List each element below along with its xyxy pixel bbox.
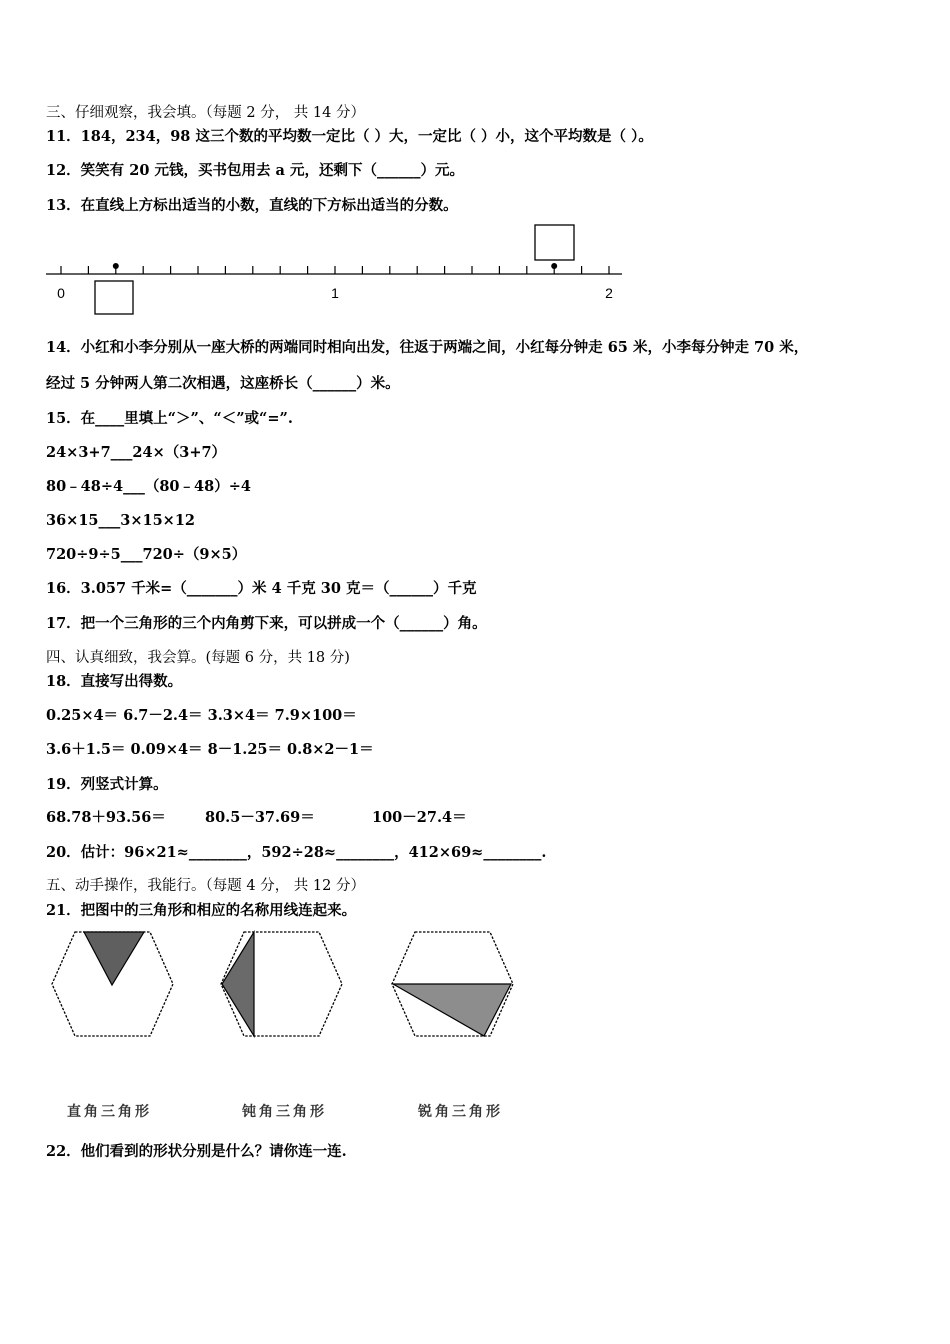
answer-box-below[interactable] <box>95 281 133 314</box>
label-acute-triangle: 锐角三角形 <box>418 1104 503 1120</box>
label-right-triangle: 直角三角形 <box>67 1104 152 1120</box>
number-line-point <box>113 263 119 269</box>
question-21: 21．把图中的三角形和相应的名称用线连起来。 <box>46 902 357 919</box>
hexagon-figure-2 <box>221 932 342 1036</box>
question-15-item-3: 36×15___3×15×12 <box>46 512 196 529</box>
question-19-item-1: 68.78＋93.56＝ <box>46 809 166 826</box>
number-line-label-0: 0 <box>57 285 65 301</box>
question-16: 16．3.057 千米=（_______）米 4 千克 30 克＝（______）千克 <box>46 580 477 597</box>
answer-box-above[interactable] <box>535 225 574 260</box>
question-18-row-2: 3.6＋1.5＝ 0.09×4＝ 8－1.25＝ 0.8×2－1＝ <box>46 741 374 758</box>
question-15-item-1: 24×3+7___24×（3+7） <box>46 444 227 461</box>
question-15: 15．在____里填上“＞”、“＜”或“=”. <box>46 410 293 427</box>
question-15-item-2: 80﹣48÷4___（80﹣48）÷4 <box>46 478 251 495</box>
number-line-label-2: 2 <box>605 285 613 301</box>
obtuse-triangle-shape <box>222 932 254 1036</box>
question-12: 12．笑笑有 20 元钱，买书包用去 a 元，还剩下（______）元。 <box>46 162 464 179</box>
hexagon-figure-1 <box>52 932 173 1036</box>
question-14-line-1: 14．小红和小李分别从一座大桥的两端同时相向出发，往返于两端之间，小红每分钟走 65 米，小李每分钟走 70 米， <box>46 339 809 356</box>
question-19: 19．列竖式计算。 <box>46 776 168 793</box>
section-4-heading: 四、认真细致，我会算。(每题 6 分，共 18 分) <box>46 650 350 666</box>
question-15-item-4: 720÷9÷5___720÷（9×5） <box>46 546 247 563</box>
question-18: 18．直接写出得数。 <box>46 673 183 690</box>
hexagon-figure-3 <box>392 932 513 1036</box>
section-5-heading: 五、动手操作，我能行。（每题 4 分， 共 12 分） <box>46 878 365 894</box>
label-obtuse-triangle: 钝角三角形 <box>242 1104 327 1120</box>
question-19-item-3: 100－27.4＝ <box>372 809 467 826</box>
number-line-point <box>551 263 557 269</box>
question-17: 17．把一个三角形的三个内角剪下来，可以拼成一个（______）角。 <box>46 615 487 632</box>
question-19-item-2: 80.5－37.69＝ <box>205 809 315 826</box>
question-18-row-1: 0.25×4＝ 6.7－2.4＝ 3.3×4＝ 7.9×100＝ <box>46 707 357 724</box>
number-line-label-1: 1 <box>331 285 339 301</box>
question-22: 22．他们看到的形状分别是什么？请你连一连. <box>46 1143 347 1160</box>
question-20: 20．估计：96×21≈________，592÷28≈________，412×69≈________. <box>46 844 547 861</box>
right-triangle-shape <box>84 932 144 985</box>
number-line-ticks <box>61 266 609 274</box>
question-11: 11．184，234，98 这三个数的平均数一定比（ ）大，一定比（ ）小，这个平均数是（ ）。 <box>46 128 653 145</box>
section-3-heading: 三、仔细观察，我会填。（每题 2 分， 共 14 分） <box>46 105 365 121</box>
question-14-line-2: 经过 5 分钟两人第二次相遇，这座桥长（______）米。 <box>46 375 400 392</box>
question-13: 13．在直线上方标出适当的小数，直线的下方标出适当的分数。 <box>46 197 458 214</box>
